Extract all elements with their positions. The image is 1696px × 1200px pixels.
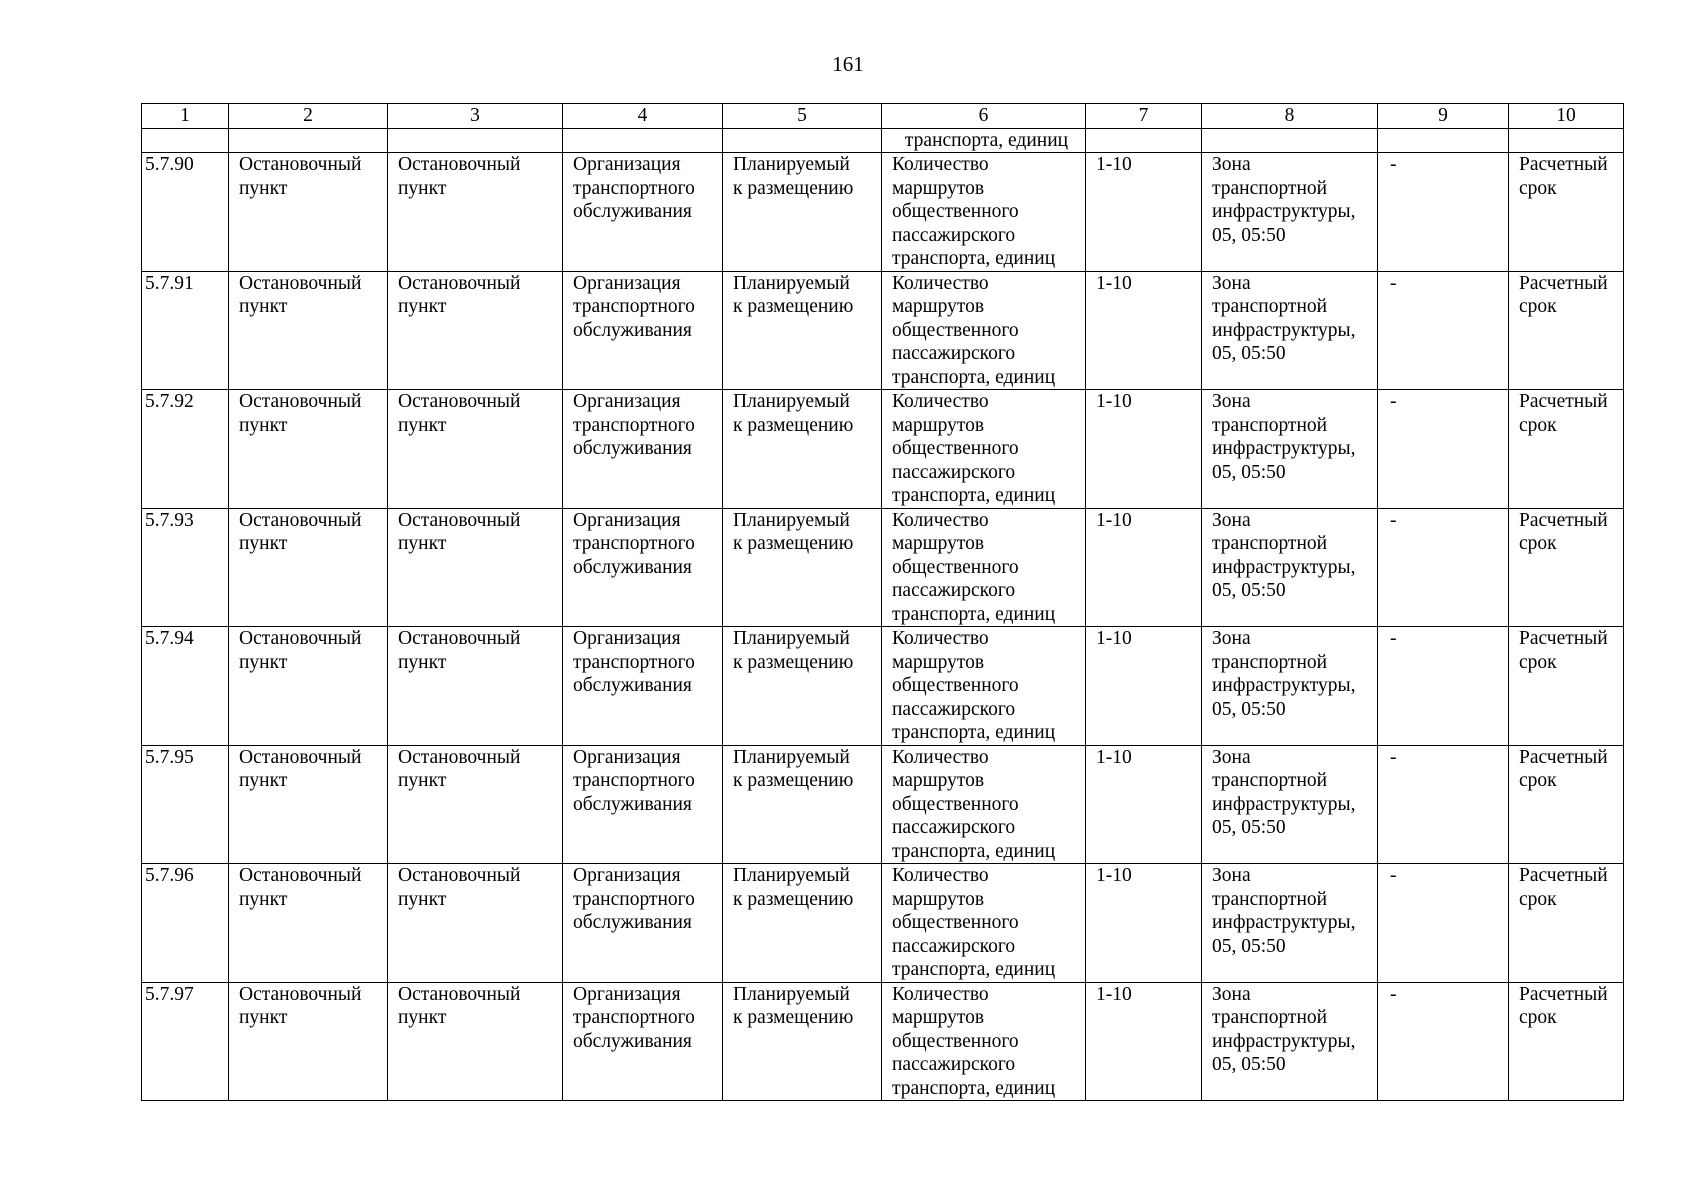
table-cell: -	[1378, 153, 1509, 272]
table-cell: 1-10	[1086, 390, 1202, 509]
table-cell	[1202, 128, 1378, 153]
column-header: 4	[563, 104, 723, 129]
column-header: 5	[723, 104, 882, 129]
column-header: 10	[1509, 104, 1624, 129]
row-number-cell: 5.7.92	[142, 390, 229, 509]
table-cell	[1378, 128, 1509, 153]
table-cell	[388, 128, 563, 153]
table-cell: Зона транспортной инфраструктуры, 05, 05:50	[1202, 627, 1378, 746]
continuation-row	[142, 128, 1624, 153]
table-cell: Организация транспортного обслуживания	[563, 745, 723, 864]
table-cell: Зона транспортной инфраструктуры, 05, 05:50	[1202, 982, 1378, 1101]
table-cell: Планируемый к размещению	[723, 271, 882, 390]
table-cell	[1509, 128, 1624, 153]
row-number-cell: 5.7.91	[142, 271, 229, 390]
table-cell	[142, 128, 229, 153]
table-cell: -	[1378, 390, 1509, 509]
table-row	[142, 745, 1624, 864]
table-cell: Количество маршрутов общественного пассажирского транспорта, единиц	[882, 390, 1086, 509]
table-cell: Планируемый к размещению	[723, 864, 882, 983]
table-cell: Количество маршрутов общественного пассажирского транспорта, единиц	[882, 627, 1086, 746]
table-cell: Планируемый к размещению	[723, 982, 882, 1101]
row-number-cell: 5.7.97	[142, 982, 229, 1101]
row-number-cell: 5.7.90	[142, 153, 229, 272]
table-cell: Расчетный срок	[1509, 390, 1624, 509]
table-cell: Остановочный пункт	[229, 627, 388, 746]
table-cell: Остановочный пункт	[388, 271, 563, 390]
table-header-row	[142, 104, 1624, 129]
table-cell: Остановочный пункт	[229, 390, 388, 509]
table-cell: Зона транспортной инфраструктуры, 05, 05:50	[1202, 745, 1378, 864]
table-cell: Остановочный пункт	[229, 745, 388, 864]
column-header: 8	[1202, 104, 1378, 129]
table-cell: Планируемый к размещению	[723, 508, 882, 627]
table-cell: -	[1378, 271, 1509, 390]
table-cell: Организация транспортного обслуживания	[563, 271, 723, 390]
table-cell: транспорта, единиц	[882, 128, 1086, 153]
table-cell: Остановочный пункт	[229, 271, 388, 390]
table-cell: Количество маршрутов общественного пассажирского транспорта, единиц	[882, 982, 1086, 1101]
table-cell: -	[1378, 864, 1509, 983]
column-header: 7	[1086, 104, 1202, 129]
table-cell: Организация транспортного обслуживания	[563, 982, 723, 1101]
table-cell: 1-10	[1086, 745, 1202, 864]
page-number: 161	[832, 52, 864, 76]
table-cell: Остановочный пункт	[229, 982, 388, 1101]
table-cell: Количество маршрутов общественного пассажирского транспорта, единиц	[882, 864, 1086, 983]
table-cell: Зона транспортной инфраструктуры, 05, 05:50	[1202, 390, 1378, 509]
table-cell: 1-10	[1086, 864, 1202, 983]
table-cell: Организация транспортного обслуживания	[563, 508, 723, 627]
column-header: 2	[229, 104, 388, 129]
row-number-cell: 5.7.94	[142, 627, 229, 746]
table-cell: Организация транспортного обслуживания	[563, 153, 723, 272]
table-cell: Расчетный срок	[1509, 508, 1624, 627]
table-cell	[563, 128, 723, 153]
table-row	[142, 153, 1624, 272]
table-cell: -	[1378, 745, 1509, 864]
table-cell: Планируемый к размещению	[723, 745, 882, 864]
table-cell: 1-10	[1086, 508, 1202, 627]
table-cell: Остановочный пункт	[229, 153, 388, 272]
table-cell: Планируемый к размещению	[723, 627, 882, 746]
column-header: 3	[388, 104, 563, 129]
table-cell: Зона транспортной инфраструктуры, 05, 05:50	[1202, 271, 1378, 390]
table-cell: Расчетный срок	[1509, 864, 1624, 983]
table-cell: 1-10	[1086, 153, 1202, 272]
table-cell: Организация транспортного обслуживания	[563, 864, 723, 983]
table-cell: Расчетный срок	[1509, 271, 1624, 390]
table-cell: Планируемый к размещению	[723, 153, 882, 272]
row-number-cell: 5.7.96	[142, 864, 229, 983]
table-cell: Расчетный срок	[1509, 982, 1624, 1101]
column-header: 1	[142, 104, 229, 129]
table-cell: Организация транспортного обслуживания	[563, 390, 723, 509]
table-cell: Остановочный пункт	[388, 982, 563, 1101]
table-cell	[229, 128, 388, 153]
table-cell: Остановочный пункт	[388, 864, 563, 983]
table-cell: Количество маршрутов общественного пассажирского транспорта, единиц	[882, 153, 1086, 272]
table-cell: Зона транспортной инфраструктуры, 05, 05:50	[1202, 153, 1378, 272]
table-cell: 1-10	[1086, 627, 1202, 746]
table-cell: Остановочный пункт	[388, 745, 563, 864]
column-header: 6	[882, 104, 1086, 129]
row-number-cell: 5.7.95	[142, 745, 229, 864]
table-cell: Остановочный пункт	[229, 864, 388, 983]
table-cell: Организация транспортного обслуживания	[563, 627, 723, 746]
table-row	[142, 864, 1624, 983]
column-header: 9	[1378, 104, 1509, 129]
table-cell: Планируемый к размещению	[723, 390, 882, 509]
table-cell: 1-10	[1086, 982, 1202, 1101]
table-cell: Зона транспортной инфраструктуры, 05, 05:50	[1202, 508, 1378, 627]
row-number-cell: 5.7.93	[142, 508, 229, 627]
table-row	[142, 271, 1624, 390]
table-cell	[1086, 128, 1202, 153]
table-cell: Расчетный срок	[1509, 745, 1624, 864]
table-cell: 1-10	[1086, 271, 1202, 390]
table-row	[142, 390, 1624, 509]
table-row	[142, 982, 1624, 1101]
table-cell: -	[1378, 627, 1509, 746]
table-cell: Количество маршрутов общественного пассажирского транспорта, единиц	[882, 745, 1086, 864]
data-table	[141, 103, 1624, 1101]
table-cell: Остановочный пункт	[388, 153, 563, 272]
table-cell: Остановочный пункт	[388, 627, 563, 746]
table-cell: Зона транспортной инфраструктуры, 05, 05:50	[1202, 864, 1378, 983]
table-cell: Расчетный срок	[1509, 153, 1624, 272]
table-cell	[723, 128, 882, 153]
table-cell: Остановочный пункт	[388, 508, 563, 627]
table-cell: -	[1378, 982, 1509, 1101]
table-cell: Остановочный пункт	[388, 390, 563, 509]
table-cell: Количество маршрутов общественного пассажирского транспорта, единиц	[882, 271, 1086, 390]
table-row	[142, 508, 1624, 627]
table-cell: Остановочный пункт	[229, 508, 388, 627]
table-cell: Количество маршрутов общественного пассажирского транспорта, единиц	[882, 508, 1086, 627]
table-row	[142, 627, 1624, 746]
table-cell: -	[1378, 508, 1509, 627]
table-cell: Расчетный срок	[1509, 627, 1624, 746]
